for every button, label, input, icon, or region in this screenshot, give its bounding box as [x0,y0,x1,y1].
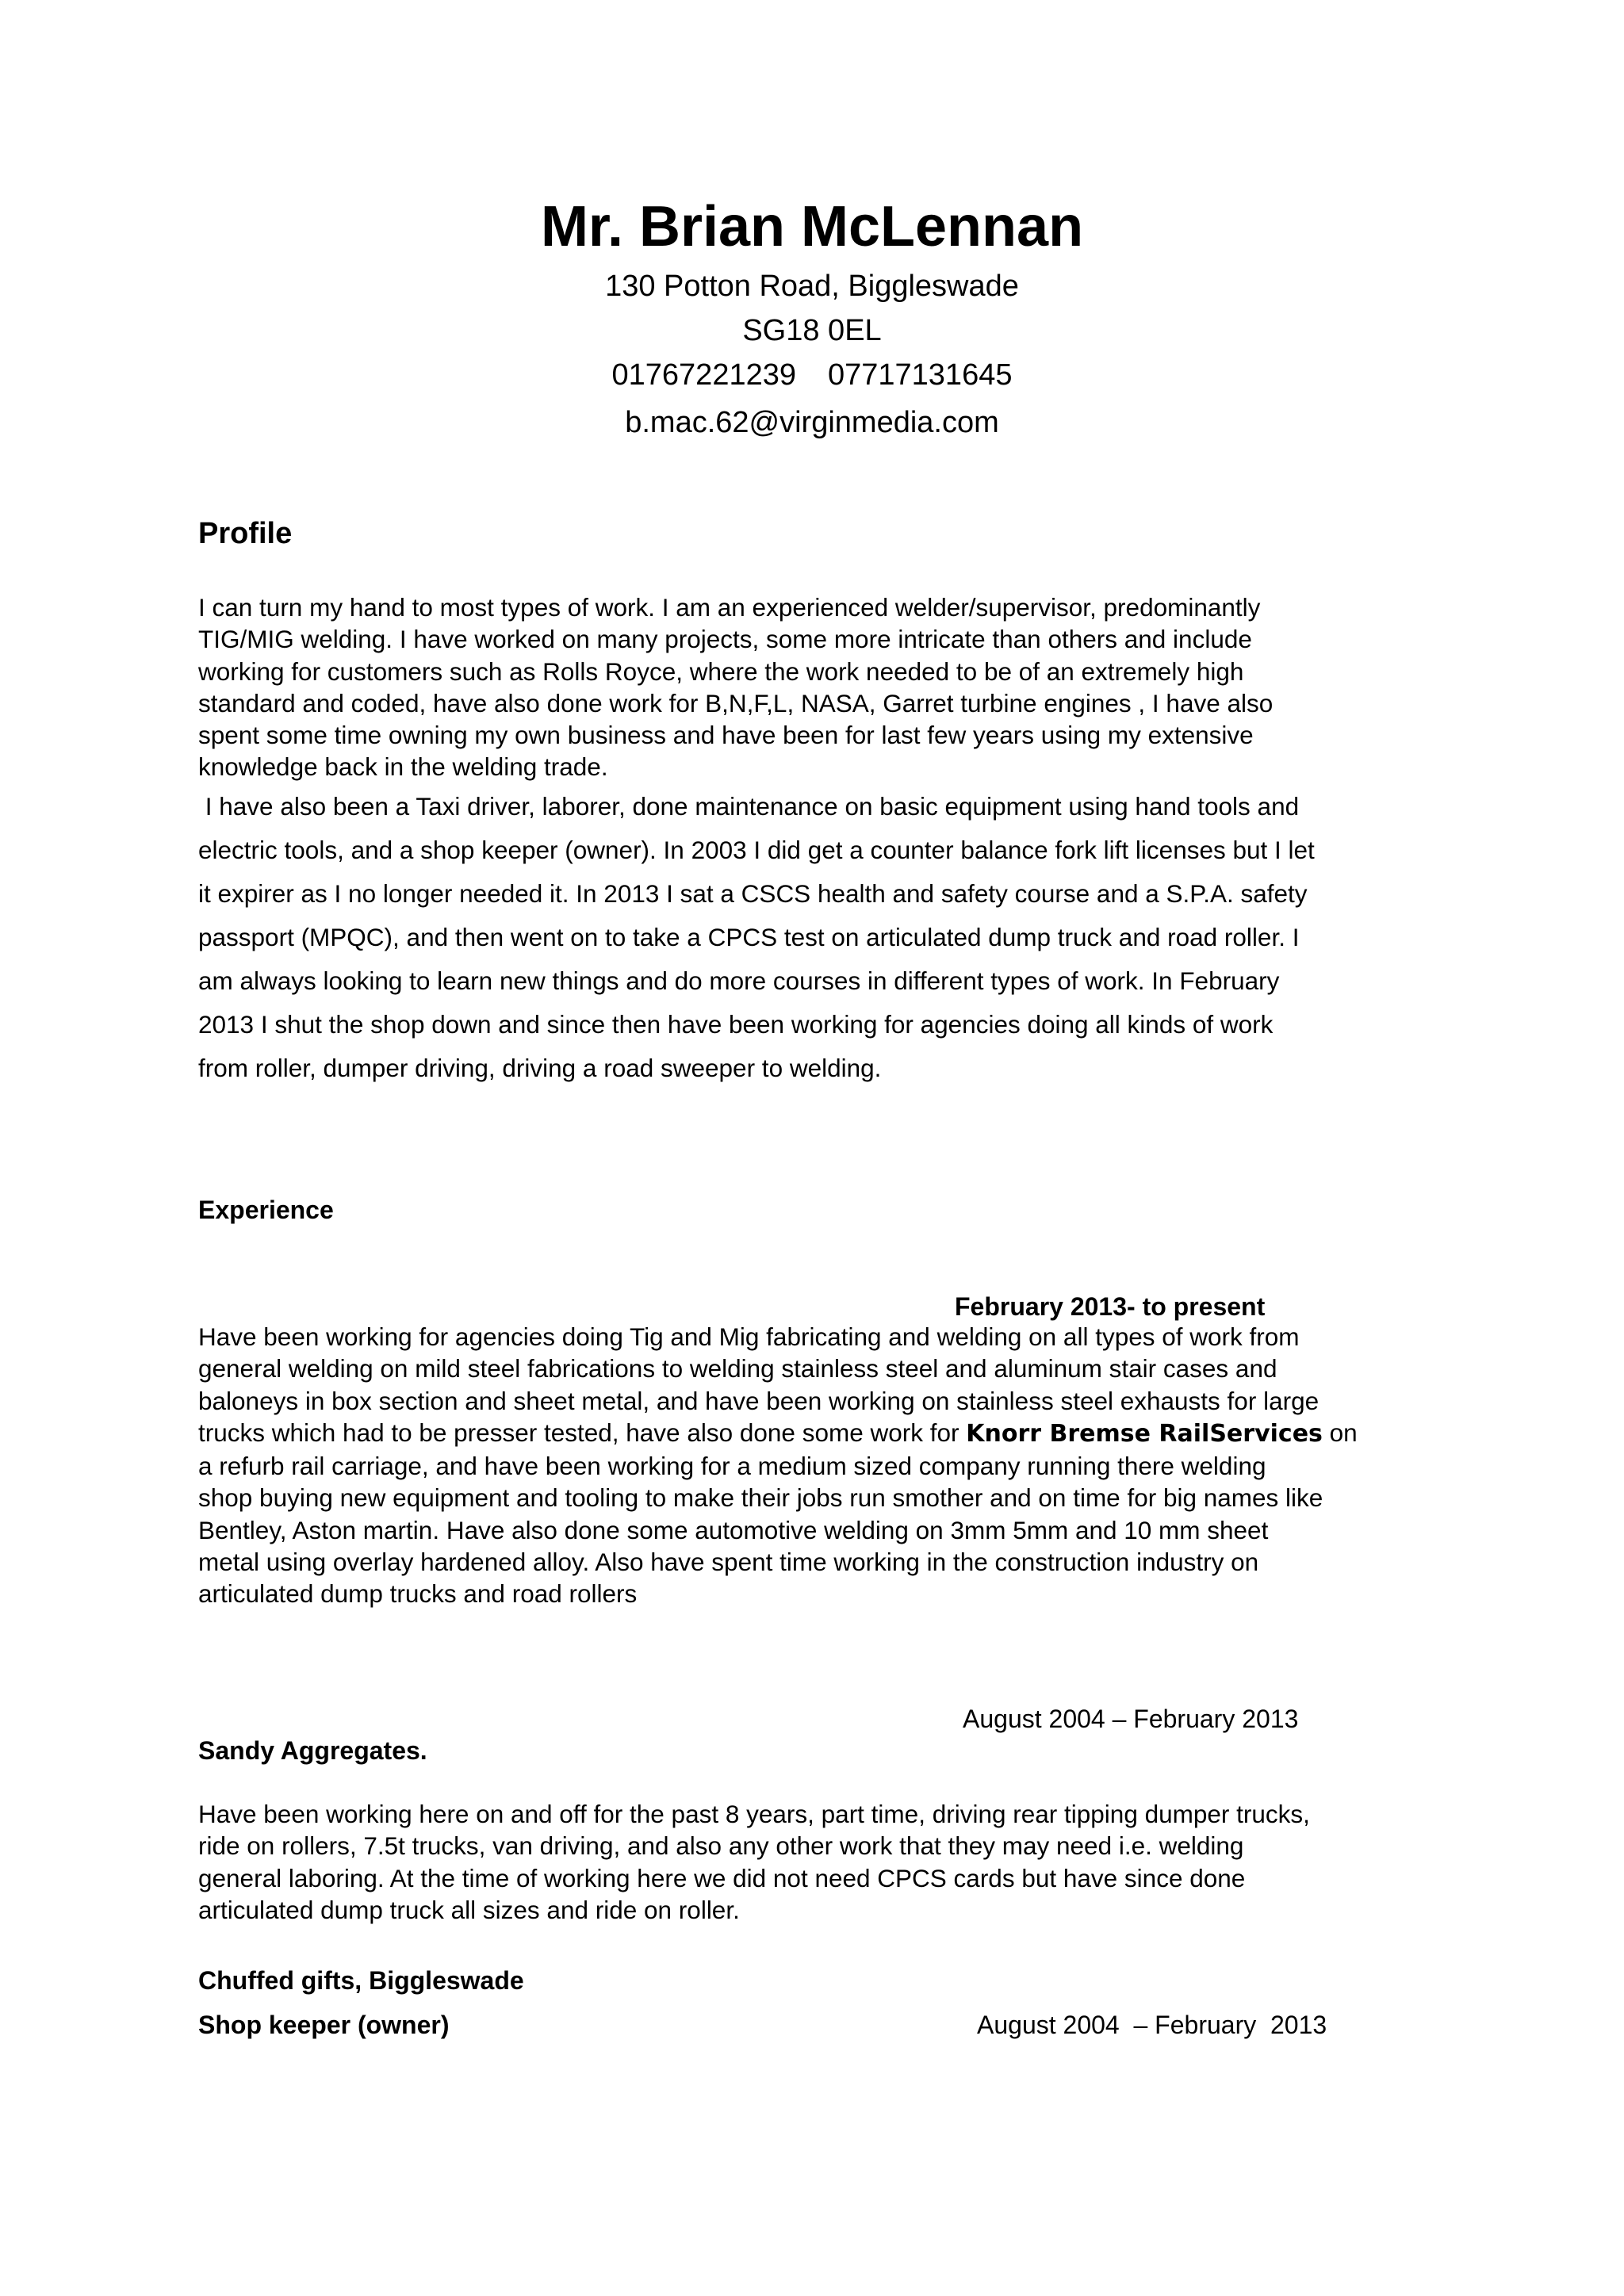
profile-heading: Profile [198,517,293,550]
text-line: spent some time owning my own business and have been for last few years using my extensive [198,721,1254,750]
phone-home: 01767221239 [611,358,796,392]
text-line: general welding on mild steel fabrications to welding stainless steel and aluminum stair cases and [198,1354,1277,1383]
text-line: shop buying new equipment and tooling to make their jobs run smother and on time for big names like [198,1483,1323,1513]
text-line: a refurb rail carriage, and have been working for a medium sized company running there welding [198,1452,1266,1481]
job2-company: Sandy Aggregates. [198,1736,427,1765]
text-fragment: trucks which had to be presser tested, have also done some work for [198,1418,967,1447]
text-line: am always looking to learn new things and do more courses in different types of work. In February [198,966,1280,995]
text-line: standard and coded, have also done work for B,N,F,L, NASA, Garret turbine engines , I have also [198,688,1274,718]
candidate-name: Mr. Brian McLennan [540,195,1084,258]
text-line: general laboring. At the time of working here we did not need CPCS cards but have since done [198,1863,1246,1892]
email-address: b.mac.62@virginmedia.com [625,406,999,439]
job2-description [198,1798,1451,1926]
profile-paragraph-1 [198,591,1451,783]
text-line: Bentley, Aston martin. Have also done some automotive welding on 3mm 5mm and 10 mm sheet [198,1515,1269,1544]
job1-dates: February 2013- to present [955,1292,1266,1321]
text-line: Have been working here on and off for the past 8 years, part time, driving rear tipping dumper trucks, [198,1800,1310,1828]
postcode: SG18 0EL [742,314,882,347]
text-line: knowledge back in the welding trade. [198,752,608,782]
profile-paragraph-2 [198,785,1451,1090]
phone-numbers [0,355,1624,395]
text-line: baloneys in box section and sheet metal, and have been working on stainless steel exhausts for large [198,1386,1320,1415]
text-line: 2013 I shut the shop down and since then have been working for agencies doing all kinds of work [198,1010,1274,1039]
experience-heading: Experience [198,1196,334,1224]
text-line: ride on rollers, 7.5t trucks, van driving, and also any other work that they may need i.e. welding [198,1831,1244,1861]
text-line: TIG/MIG welding. I have worked on many projects, some more intricate than others and include [198,625,1252,654]
text-line: passport (MPQC), and then went on to take a CPCS test on articulated dump truck and road roller. I [198,923,1300,951]
job3-company: Chuffed gifts, Biggleswade [198,1966,524,1995]
text-fragment: on [1322,1418,1358,1447]
text-line: articulated dump trucks and road rollers [198,1579,638,1609]
text-line: from roller, dumper driving, driving a road sweeper to welding. [198,1054,882,1082]
job3-role: Shop keeper (owner) [198,2011,450,2039]
text-line-with-brand [198,1417,1451,1450]
text-line: I can turn my hand to most types of work. I am an experienced welder/supervisor, predominantly [198,593,1261,622]
client-brand: Knorr Bremse RailServices [966,1419,1323,1448]
text-line: electric tools, and a shop keeper (owner). In 2003 I did get a counter balance fork lift licenses but I let [198,836,1315,864]
text-line: articulated dump truck all sizes and ride on roller. [198,1895,740,1924]
text-line: I have also been a Taxi driver, laborer, done maintenance on basic equipment using hand tools and [198,792,1300,821]
address-line: 130 Potton Road, Biggleswade [605,270,1019,303]
text-line: working for customers such as Rolls Royce, where the work needed to be of an extremely high [198,656,1244,686]
text-line: it expirer as I no longer needed it. In 2013 I sat a CSCS health and safety course and a S.P.A. safety [198,879,1308,908]
job1-description [198,1321,1451,1610]
job2-dates: August 2004 – February 2013 [963,1705,1299,1733]
job3-dates: August 2004 – February 2013 [977,2011,1327,2039]
phone-mobile: 07717131645 [828,358,1013,392]
text-line: Have been working for agencies doing Tig and Mig fabricating and welding on all types of work from [198,1322,1300,1351]
text-line: metal using overlay hardened alloy. Also have spent time working in the construction industry on [198,1548,1259,1577]
